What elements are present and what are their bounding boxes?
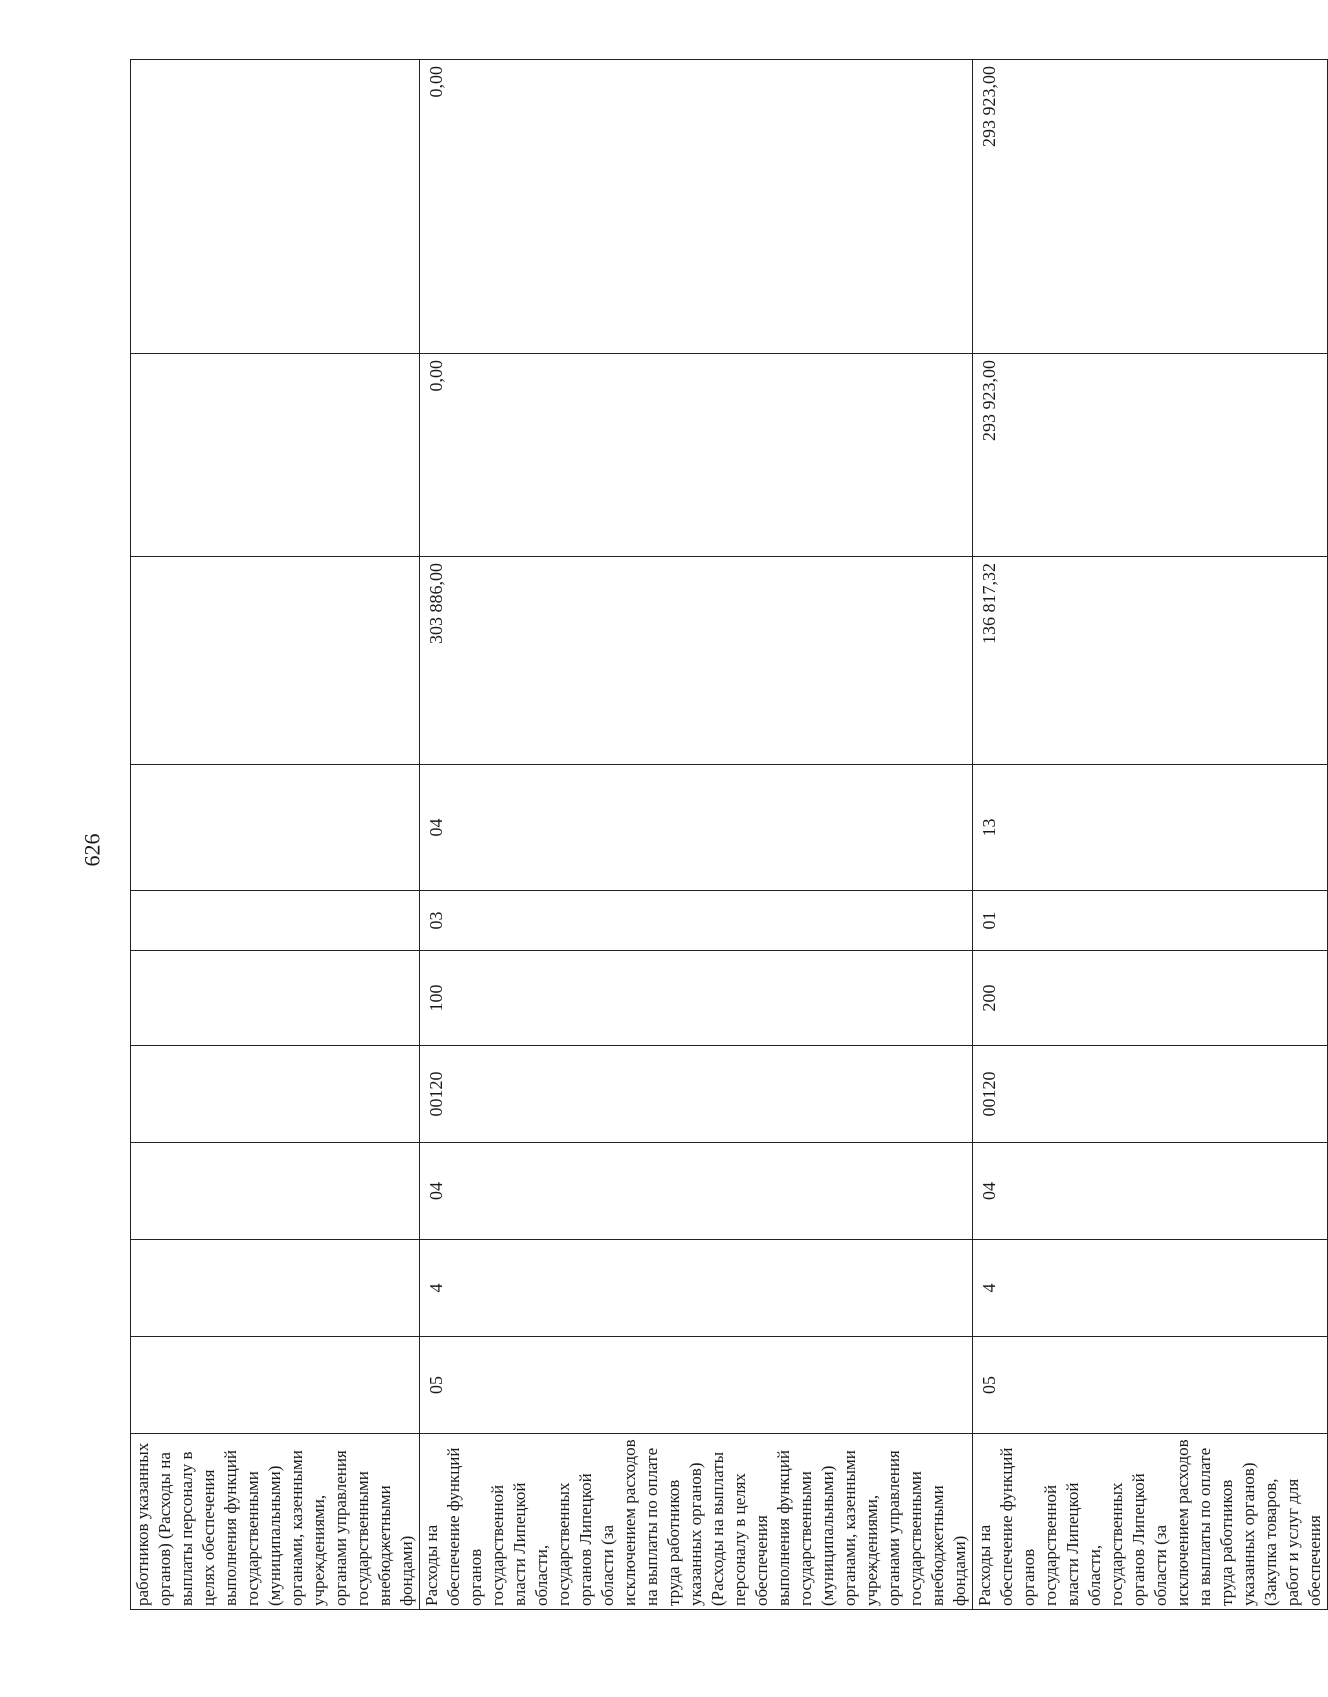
cell-amount1: 136 817,32 — [973, 557, 1328, 765]
cell-expense-type: 200 — [973, 951, 1328, 1046]
budget-table-container — [130, 60, 1324, 1610]
cell-razdel: 03 — [420, 891, 973, 951]
cell-amount2 — [131, 354, 420, 557]
cell-section — [131, 1143, 420, 1240]
cell-code2: 4 — [420, 1240, 973, 1337]
cell-code1: 05 — [420, 1337, 973, 1434]
budget-table — [130, 59, 1328, 1610]
table-row — [420, 60, 973, 1610]
cell-expense-type — [131, 951, 420, 1046]
cell-amount3: 293 923,00 — [973, 60, 1328, 354]
cell-target — [131, 1046, 420, 1143]
cell-amount3: 0,00 — [420, 60, 973, 354]
cell-target: 00120 — [973, 1046, 1328, 1143]
table-row — [973, 60, 1328, 1610]
cell-section: 04 — [420, 1143, 973, 1240]
budget-table-rotated — [130, 60, 1324, 1610]
table-row — [131, 60, 420, 1610]
page-number-text: 626 — [79, 833, 104, 867]
cell-razdel: 01 — [973, 891, 1328, 951]
cell-podrazdel: 04 — [420, 765, 973, 891]
cell-target: 00120 — [420, 1046, 973, 1143]
cell-expense-type: 100 — [420, 951, 973, 1046]
cell-amount1: 303 886,00 — [420, 557, 973, 765]
cell-amount2: 293 923,00 — [973, 354, 1328, 557]
page-number — [72, 830, 112, 870]
cell-code2: 4 — [973, 1240, 1328, 1337]
row-description: работников указанных органов) (Расходы на выплаты персоналу в целях обеспечения выполнения функций государственными (муниципальными) органами, казенными учреждениями, органами управления государственными внебюджетными фондами) — [131, 1434, 420, 1610]
cell-code1: 05 — [973, 1337, 1328, 1434]
cell-amount1 — [131, 557, 420, 765]
cell-razdel — [131, 891, 420, 951]
cell-amount3 — [131, 60, 420, 354]
cell-code2 — [131, 1240, 420, 1337]
row-description: Расходы на обеспечение функций органов государственной власти Липецкой области, государственных органов Липецкой области (за исключением расходов на выплаты по оплате труда работников указанных органов) (Закупка товаров, работ и услуг для обеспечения — [973, 1434, 1328, 1610]
cell-section: 04 — [973, 1143, 1328, 1240]
cell-code1 — [131, 1337, 420, 1434]
row-description: Расходы на обеспечение функций органов государственной власти Липецкой области, государственных органов Липецкой области (за исключением расходов на выплаты по оплате труда работников указанных органов) (Расходы на выплаты персоналу в целях обеспечения выполнения функций государственными (муниципальными) органами, казенными учреждениями, органами управления государственными внебюджетными фондами) — [420, 1434, 973, 1610]
cell-podrazdel: 13 — [973, 765, 1328, 891]
cell-amount2: 0,00 — [420, 354, 973, 557]
cell-podrazdel — [131, 765, 420, 891]
